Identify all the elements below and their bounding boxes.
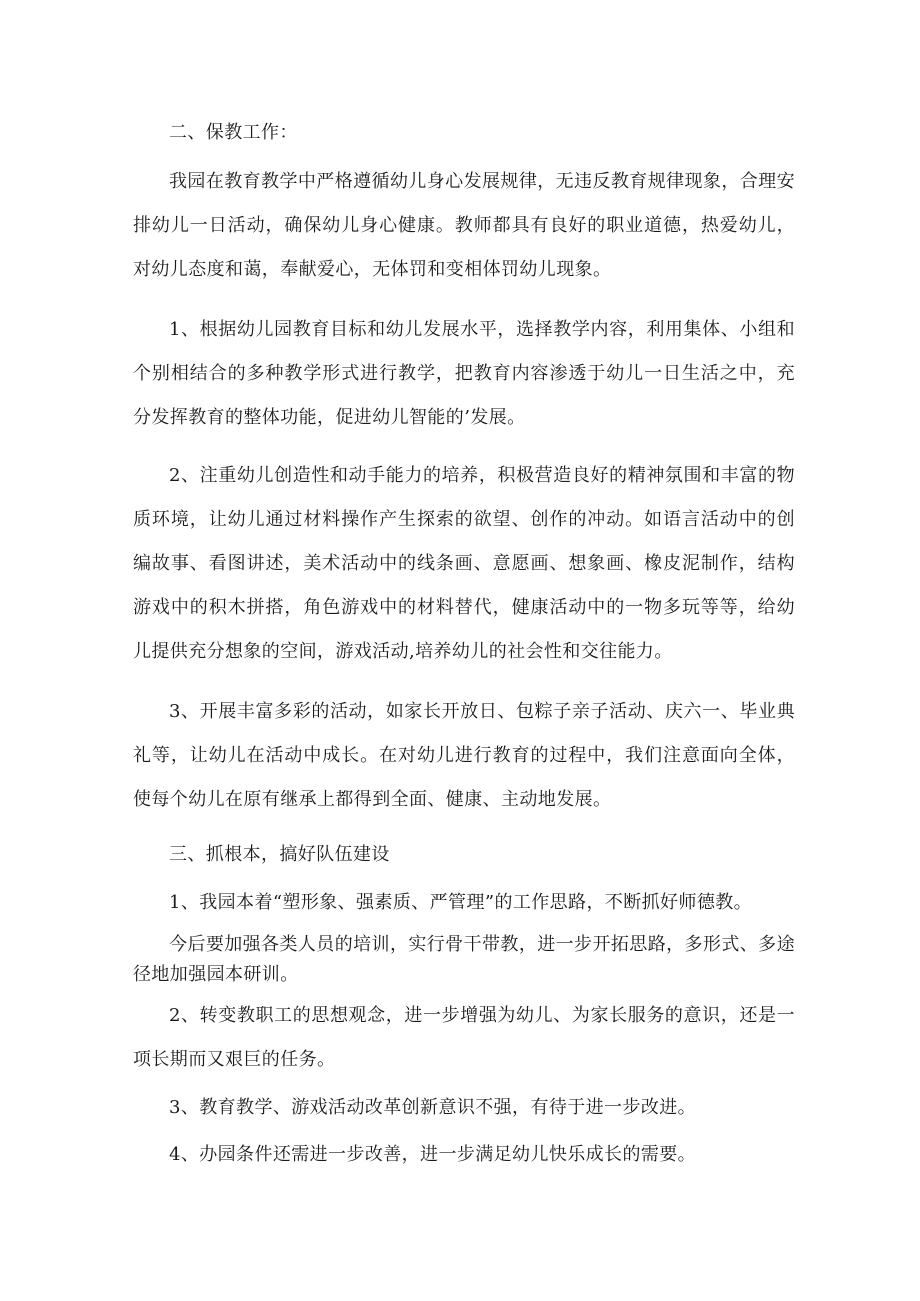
paragraph-item-2: 2、注重幼儿创造性和动手能力的培养，积极营造良好的精神氛围和丰富的物质环境，让幼儿通过材料操作产生探索的欲望、创作的冲动。如语言活动中的创编故事、看图讲述，美术活动中的线条画、意愿画、想象画、橡皮泥制作，结构游戏中的积木拼搭，角色游戏中的材料替代，健康活动中的一物多玩等等，给幼儿提供充分想象的空间，游戏活动,培养幼儿的社会性和交往能力。: [133, 465, 795, 662]
paragraph-overview: 我园在教育教学中严格遵循幼儿身心发展规律，无违反教育规律现象，合理安排幼儿一日活动，确保幼儿身心健康。教师都具有良好的职业道德，热爱幼儿，对幼儿态度和蔼，奉献爱心，无体罚和变相体罚幼儿现象。: [133, 171, 795, 280]
paragraph-team-3: 3、教育教学、游戏活动改革创新意识不强，有待于进一步改进。: [169, 1097, 697, 1118]
paragraph-item-1: 1、根据幼儿园教育目标和幼儿发展水平，选择教学内容，利用集体、小组和个别相结合的多种教学形式进行教学，把教育内容渗透于幼儿一日生活之中，充分发挥教育的整体功能，促进幼儿智能的’发展。: [133, 319, 795, 428]
paragraph-item-3: 3、开展丰富多彩的活动，如家长开放日、包粽子亲子活动、庆六一、毕业典礼等，让幼儿在活动中成长。在对幼儿进行教育的过程中，我们注意面向全体，使每个幼儿在原有继承上都得到全面、健康、主动地发展。: [133, 701, 795, 810]
paragraph-team-2: 2、转变教职工的思想观念，进一步增强为幼儿、为家长服务的意识，还是一项长期而又艰巨的任务。: [133, 1005, 795, 1070]
section-heading-team: 三、抓根本，搞好队伍建设: [169, 844, 390, 865]
paragraph-team-1: 1、我园本着“塑形象、强素质、严管理”的工作思路，不断抓好师德教。: [169, 892, 753, 913]
section-heading-childcare: 二、保教工作：: [169, 122, 298, 143]
paragraph-team-4: 4、办园条件还需进一步改善，进一步满足幼儿快乐成长的需要。: [169, 1144, 697, 1165]
paragraph-training: 今后要加强各类人员的培训，实行骨干带教，进一步开拓思路，多形式、多途径地加强园本研训。: [133, 934, 795, 985]
